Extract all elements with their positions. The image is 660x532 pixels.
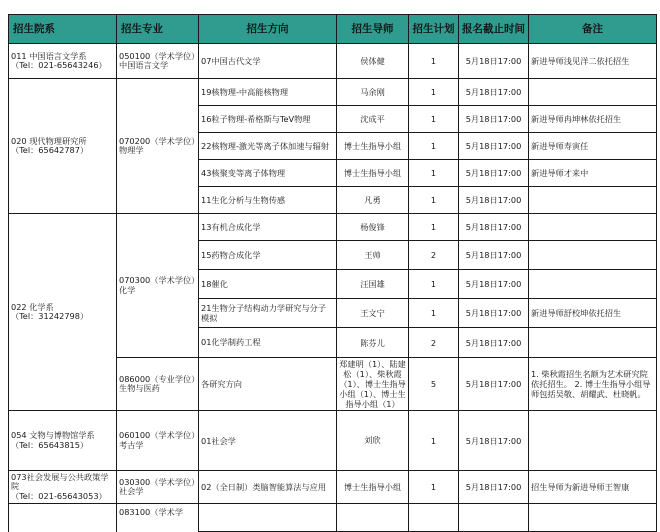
- note-cell: [529, 411, 657, 471]
- deadline-cell: 5月18日17:00: [459, 270, 529, 299]
- advisor-cell: 杨俊锋: [337, 214, 409, 241]
- note-cell: [529, 241, 657, 270]
- deadline-cell: 5月18日17:00: [459, 328, 529, 358]
- deadline-cell: 5月18日17:00: [459, 106, 529, 133]
- department-name: 020 现代物理研究所: [11, 135, 87, 146]
- table-row: [9, 214, 657, 241]
- department-cell: [9, 79, 117, 214]
- direction-cell: [199, 504, 337, 532]
- header-deadline: 报名截止时间: [459, 15, 529, 44]
- department-name: 054 文物与博物馆学系: [11, 430, 95, 441]
- header-major: 招生专业: [117, 15, 199, 44]
- direction-cell: 22核物理-激光等离子体加速与辐射: [199, 133, 337, 160]
- plan-cell: 2: [409, 241, 459, 270]
- advisor-cell: 沈成平: [337, 106, 409, 133]
- note-cell: [529, 504, 657, 532]
- direction-cell: 11生化分析与生物传感: [199, 187, 337, 214]
- plan-cell: 1: [409, 44, 459, 79]
- department-tel: （Tel：021-65643053）: [11, 490, 107, 501]
- advisor-cell: 博士生指导小组: [337, 133, 409, 160]
- deadline-cell: 5月18日17:00: [459, 187, 529, 214]
- direction-cell: 43核聚变等离子体物理: [199, 160, 337, 187]
- note-cell: [529, 270, 657, 299]
- plan-cell: 5: [409, 358, 459, 411]
- header-row: [9, 15, 657, 44]
- direction-cell: 01化学制药工程: [199, 328, 337, 358]
- note-cell: [529, 187, 657, 214]
- major-cell: 070300（学术学位）化学: [117, 214, 199, 358]
- department-cell: [9, 471, 117, 504]
- advisor-cell: 凡勇: [337, 187, 409, 214]
- note-cell: 1. 柴秋霞招生名额为艺术研究院依托招生。 2. 博士生指导小组导师包括吴敬、胡耀武、杜晓帆。: [529, 358, 657, 411]
- major-cell: 070200（学术学位）物理学: [117, 79, 199, 214]
- department-cell: [9, 214, 117, 411]
- header-direction: 招生方向: [199, 15, 337, 44]
- major-cell: 050100（学术学位）中国语言文学: [117, 44, 199, 79]
- plan-cell: 1: [409, 471, 459, 504]
- advisor-cell: 博士生指导小组: [337, 160, 409, 187]
- major-cell: 083100（学术学: [117, 504, 199, 532]
- advisor-cell: [337, 504, 409, 532]
- table-row: [9, 44, 657, 79]
- advisor-cell: 王帅: [337, 241, 409, 270]
- plan-cell: 1: [409, 299, 459, 328]
- deadline-cell: 5月18日17:00: [459, 214, 529, 241]
- plan-cell: 1: [409, 270, 459, 299]
- direction-cell: 各研究方向: [199, 358, 337, 411]
- table-row: [9, 504, 657, 532]
- table-row: [9, 411, 657, 471]
- deadline-cell: 5月18日17:00: [459, 160, 529, 187]
- department-name: 022 化学系: [11, 301, 54, 312]
- advisor-cell: 陈芬儿: [337, 328, 409, 358]
- department-tel: （Tel：65643815）: [11, 439, 89, 450]
- advisor-cell: 郑建明（1）、陆建松（1）、柴秋霞（1）、博士生指导小组（1）、博士生指导小组（1）: [337, 358, 409, 411]
- note-cell: 招生导师为新进导师王智康: [529, 471, 657, 504]
- note-cell: 新进导师冉坤林依托招生: [529, 106, 657, 133]
- department-cell: [9, 411, 117, 471]
- advisor-cell: 王文宁: [337, 299, 409, 328]
- note-cell: 新进导师寿寅任: [529, 133, 657, 160]
- deadline-cell: 5月18日17:00: [459, 358, 529, 411]
- department-name: 073社会发展与公共政策学院: [11, 471, 109, 492]
- note-cell: 新进导师才来中: [529, 160, 657, 187]
- note-cell: 新进导师浅见洋二依托招生: [529, 44, 657, 79]
- admissions-table: [8, 14, 657, 532]
- advisor-cell: 博士生指导小组: [337, 471, 409, 504]
- plan-cell: 1: [409, 106, 459, 133]
- plan-cell: 2: [409, 328, 459, 358]
- plan-cell: 1: [409, 79, 459, 106]
- direction-cell: 02（全日制）类脑智能算法与应用: [199, 471, 337, 504]
- deadline-cell: 5月18日17:00: [459, 299, 529, 328]
- direction-cell: 19核物理-中高能核物理: [199, 79, 337, 106]
- deadline-cell: [459, 504, 529, 532]
- department-cell: [9, 44, 117, 79]
- major-cell: 030300（学术学位）社会学: [117, 471, 199, 504]
- admissions-table-sheet: [8, 14, 656, 532]
- deadline-cell: 5月18日17:00: [459, 133, 529, 160]
- plan-cell: 1: [409, 133, 459, 160]
- plan-cell: [409, 504, 459, 532]
- advisor-cell: 马余刚: [337, 79, 409, 106]
- note-cell: [529, 79, 657, 106]
- plan-cell: 1: [409, 187, 459, 214]
- department-tel: （Tel：65642787）: [11, 145, 89, 155]
- plan-cell: 1: [409, 160, 459, 187]
- department-name: 011 中国语言文学系: [11, 50, 87, 61]
- department-tel: （Tel：31242798）: [11, 311, 89, 321]
- deadline-cell: 5月18日17:00: [459, 241, 529, 270]
- direction-cell: 01社会学: [199, 411, 337, 471]
- table-row: [9, 471, 657, 504]
- plan-cell: 1: [409, 214, 459, 241]
- direction-cell: 07中国古代文学: [199, 44, 337, 79]
- major-cell: 086000（专业学位）生物与医药: [117, 358, 199, 411]
- advisor-cell: 汪国雄: [337, 270, 409, 299]
- direction-cell: 15药物合成化学: [199, 241, 337, 270]
- direction-cell: 18催化: [199, 270, 337, 299]
- header-advisor: 招生导师: [337, 15, 409, 44]
- plan-cell: 1: [409, 411, 459, 471]
- deadline-cell: 5月18日17:00: [459, 79, 529, 106]
- major-cell: 060100（学术学位）考古学: [117, 411, 199, 471]
- header-plan: 招生计划: [409, 15, 459, 44]
- note-cell: 新进导师舒校坤依托招生: [529, 299, 657, 328]
- direction-cell: 16粒子物理-希格斯与TeV物理: [199, 106, 337, 133]
- department-cell-empty: [9, 504, 117, 532]
- advisor-cell: 刘欣: [337, 411, 409, 471]
- header-department: 招生院系: [9, 15, 117, 44]
- direction-cell: 21生物分子结构动力学研究与分子模拟: [199, 299, 337, 328]
- note-cell: [529, 214, 657, 241]
- deadline-cell: 5月18日17:00: [459, 44, 529, 79]
- deadline-cell: 5月18日17:00: [459, 411, 529, 471]
- advisor-cell: 侯体健: [337, 44, 409, 79]
- deadline-cell: 5月18日17:00: [459, 471, 529, 504]
- note-cell: [529, 328, 657, 358]
- department-tel: （Tel：021-65643246）: [11, 60, 107, 70]
- table-row: [9, 79, 657, 106]
- header-note: 备注: [529, 15, 657, 44]
- direction-cell: 13有机合成化学: [199, 214, 337, 241]
